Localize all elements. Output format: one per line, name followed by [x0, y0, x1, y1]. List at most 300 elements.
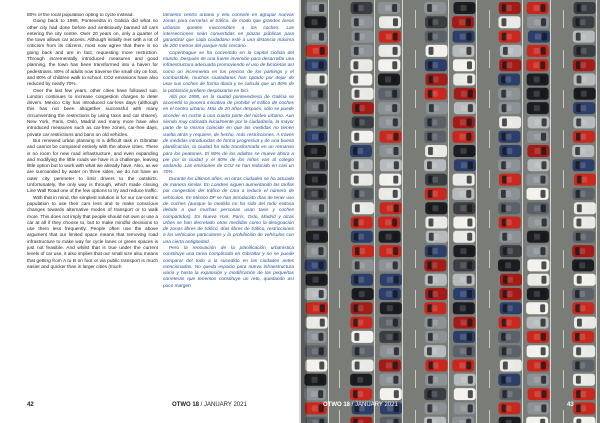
car-roof — [506, 34, 512, 40]
car-roof — [386, 148, 392, 154]
car-roof — [460, 291, 466, 297]
car-roof — [507, 305, 513, 311]
car-windshield — [319, 290, 324, 298]
car-roof — [581, 177, 587, 183]
body-paragraph-en: With that in mind, the simplest solution is for our car-centric population to use their cars less and to make conscious changes towards alternative modes of transport or to walk more. This does not imply that people should not own or use a car at all if they choose to, but to make mindful decisions to use them less frequently. People often use the above argument that our limited space means that removing road infrastructure to make way for cycle lanes or green spaces is just not feasible. And whilst that is true under the current levels of car use, it also implies that our small size also means that getting from A to B on foot or via public transport is much easier and quicker than in larger cities (much — [27, 195, 158, 270]
car-windshield — [541, 261, 546, 269]
car-roof — [386, 177, 392, 183]
car-windshield — [466, 190, 471, 198]
car-roof — [312, 62, 318, 68]
car-windshield — [393, 190, 398, 198]
aerial-car-park-photo — [301, 0, 600, 423]
parking-line — [476, 0, 477, 423]
car-roof — [579, 334, 585, 340]
car-roof — [386, 19, 392, 25]
car-roof — [534, 262, 540, 268]
car-windshield — [541, 133, 546, 141]
magazine-date: / JANUARY 2021 — [199, 402, 247, 408]
aisle-marking — [339, 90, 340, 108]
car-windshield — [466, 47, 471, 55]
car-roof — [460, 334, 466, 340]
car-windshield — [542, 118, 547, 126]
car-roof — [534, 91, 540, 97]
car-roof — [506, 62, 512, 68]
magazine-issue: OTWO 18 — [323, 402, 351, 408]
car-windshield — [542, 390, 547, 398]
car-windshield — [392, 104, 397, 112]
car-windshield — [320, 319, 325, 327]
car-roof — [359, 248, 365, 254]
car-windshield — [468, 90, 473, 98]
car-roof — [431, 305, 437, 311]
car-roof — [432, 19, 438, 25]
car-windshield — [320, 233, 325, 241]
car-windshield — [318, 190, 323, 198]
car-roof — [432, 220, 438, 226]
car-roof — [432, 277, 438, 283]
car-roof — [359, 119, 365, 125]
car-roof — [579, 291, 585, 297]
parking-line — [522, 0, 523, 423]
car-windshield — [467, 247, 472, 255]
car-windshield — [394, 276, 399, 284]
car-windshield — [320, 161, 325, 169]
car-roof — [357, 77, 363, 83]
aisle-marking — [563, 10, 564, 28]
car-roof — [534, 191, 540, 197]
car-roof — [534, 320, 540, 326]
aisle-marking — [489, 210, 490, 228]
car-windshield — [392, 61, 397, 69]
car-windshield — [319, 419, 324, 423]
car-roof — [581, 205, 587, 211]
car-windshield — [541, 333, 546, 341]
car-roof — [534, 405, 540, 411]
car-roof — [534, 291, 540, 297]
aisle-marking — [563, 90, 564, 108]
car-roof — [432, 377, 438, 383]
car-roof — [385, 105, 391, 111]
car-windshield — [468, 104, 473, 112]
car-roof — [312, 405, 318, 411]
car-roof — [580, 62, 586, 68]
car-windshield — [467, 176, 472, 184]
car-roof — [312, 363, 318, 369]
car-roof — [358, 48, 364, 54]
car-windshield — [467, 33, 472, 41]
car-roof — [461, 377, 467, 383]
car-roof — [387, 305, 393, 311]
aisle-marking — [415, 50, 416, 68]
car-windshield — [319, 4, 324, 12]
car-roof — [505, 262, 511, 268]
car-windshield — [467, 219, 472, 227]
car-windshield — [392, 76, 397, 84]
car-roof — [505, 377, 511, 383]
car-roof — [311, 248, 317, 254]
car-roof — [358, 191, 364, 197]
magazine-footer-left — [172, 402, 247, 408]
car-roof — [460, 305, 466, 311]
aisle-marking — [339, 330, 340, 348]
car-windshield — [394, 133, 399, 141]
car-roof — [579, 162, 585, 168]
car-roof — [507, 363, 513, 369]
body-paragraph-en: But renewed urban planning is a difficult task in Gibraltar and cannot be compared entirely with the above cities. There is no room for new road infrastructure, and even expanding and modifying the little roads we have is a challenge, leaving little option but to work with what we already have. Also, as we are surrounded by water on three sides, we do not have an outer city perimeter to limit drivers to the outskirts. Unfortunately, the only way is through, which made closing Line Wall Road one of the few options to try and reduce traffic. — [27, 138, 158, 195]
car-windshield — [319, 61, 324, 69]
aisle-marking — [563, 370, 564, 388]
car-windshield — [541, 376, 546, 384]
car-roof — [312, 205, 318, 211]
car-roof — [459, 363, 465, 369]
car-roof — [312, 348, 318, 354]
car-roof — [358, 177, 364, 183]
aisle-marking — [339, 210, 340, 228]
car-windshield — [467, 118, 472, 126]
car-roof — [579, 191, 585, 197]
car-roof — [460, 119, 466, 125]
body-paragraph-es: Allá por 1998, en la ciudad pontevedresa de Galicia se acometió la pionera iniciativa de prohibir el tráfico de coches en el centro urbano. Más de 20 años después, sólo se puede acceder en coche a una cuarta parte del núcleo urbano. Aun siendo muy criticada inicialmente por la ciudadanía, la mayor parte de la misma coincide en que las medidas no tienen vuelta atrás y requiere, de hecho, más restricciones. A través de medidas introducidas de forma progresiva y de una buena planificación, la ciudad ha sido transformada en un remanso para los peatones. El 80% de los adultos se mueve ahora a pie por la ciudad y el 80% de los niños van al colegio andando. Las emisiones de CO2 se han reducido en casi un 70%. — [163, 94, 294, 176]
car-roof — [432, 334, 438, 340]
car-roof — [534, 234, 540, 240]
car-roof — [506, 234, 512, 240]
car-roof — [311, 391, 317, 397]
car-roof — [386, 320, 392, 326]
car-roof — [313, 234, 319, 240]
car-roof — [534, 363, 540, 369]
car-roof — [431, 119, 437, 125]
car-roof — [505, 91, 511, 97]
car-windshield — [320, 76, 325, 84]
aisle-marking — [489, 370, 490, 388]
car-roof — [579, 363, 585, 369]
car-roof — [459, 134, 465, 140]
car-roof — [459, 191, 465, 197]
car-windshield — [392, 4, 397, 12]
car-roof — [534, 348, 540, 354]
car-roof — [460, 234, 466, 240]
car-windshield — [541, 204, 546, 212]
car-windshield — [318, 18, 323, 26]
car-roof — [460, 77, 466, 83]
parking-line — [448, 0, 449, 423]
car-roof — [357, 377, 363, 383]
aisle-marking — [415, 170, 416, 188]
car-roof — [506, 119, 512, 125]
aisle-marking — [563, 130, 564, 148]
car-roof — [461, 162, 467, 168]
car-roof — [579, 262, 585, 268]
aisle-marking — [489, 410, 490, 423]
car-windshield — [467, 276, 472, 284]
car-roof — [581, 91, 587, 97]
car-roof — [313, 305, 319, 311]
car-roof — [313, 162, 319, 168]
car-roof — [506, 391, 512, 397]
car-windshield — [318, 247, 323, 255]
car-roof — [431, 5, 437, 11]
spanish-column — [163, 13, 294, 397]
car-roof — [311, 191, 317, 197]
car-roof — [506, 220, 512, 226]
aisle-marking — [415, 370, 416, 388]
aisle-marking — [415, 90, 416, 108]
parking-line — [596, 0, 597, 423]
car-windshield — [318, 104, 323, 112]
car-windshield — [468, 161, 473, 169]
right-page — [301, 0, 600, 423]
car-roof — [580, 220, 586, 226]
aisle-marking — [563, 410, 564, 423]
car-roof — [580, 377, 586, 383]
car-roof — [385, 77, 391, 83]
car-roof — [581, 320, 587, 326]
car-windshield — [394, 161, 399, 169]
car-roof — [534, 377, 540, 383]
car-roof — [535, 220, 541, 226]
car-roof — [460, 5, 466, 11]
car-roof — [312, 220, 318, 226]
magazine-date: / JANUARY 2021 — [350, 402, 398, 408]
car-roof — [432, 205, 438, 211]
car-windshield — [319, 33, 324, 41]
car-roof — [385, 91, 391, 97]
car-roof — [579, 148, 585, 154]
car-windshield — [393, 362, 398, 370]
aisle-marking — [339, 410, 340, 423]
car-roof — [386, 191, 392, 197]
car-roof — [312, 177, 318, 183]
car-roof — [431, 405, 437, 411]
car-roof — [533, 62, 539, 68]
car-roof — [461, 105, 467, 111]
car-roof — [387, 205, 393, 211]
car-windshield — [467, 61, 472, 69]
car-roof — [507, 248, 513, 254]
car-roof — [460, 205, 466, 211]
car-roof — [433, 105, 439, 111]
car-windshield — [467, 347, 472, 355]
car-roof — [534, 162, 540, 168]
car-windshield — [394, 419, 399, 423]
car-windshield — [394, 347, 399, 355]
car-roof — [432, 77, 438, 83]
car-roof — [581, 277, 587, 283]
aisle-marking — [339, 130, 340, 148]
car-roof — [386, 262, 392, 268]
car-windshield — [467, 304, 472, 312]
car-roof — [357, 320, 363, 326]
car-windshield — [467, 290, 472, 298]
car-roof — [534, 5, 540, 11]
car-windshield — [393, 233, 398, 241]
car-roof — [534, 205, 540, 211]
car-windshield — [393, 261, 398, 269]
car-roof — [431, 134, 437, 140]
car-roof — [580, 48, 586, 54]
car-windshield — [540, 61, 545, 69]
car-roof — [580, 134, 586, 140]
aisle-marking — [339, 50, 340, 68]
car-windshield — [541, 233, 546, 241]
car-windshield — [541, 362, 546, 370]
car-windshield — [393, 147, 398, 155]
car-roof — [357, 62, 363, 68]
car-roof — [358, 234, 364, 240]
car-windshield — [541, 319, 546, 327]
car-roof — [507, 291, 513, 297]
car-windshield — [467, 204, 472, 212]
car-roof — [431, 162, 437, 168]
car-roof — [433, 234, 439, 240]
car-roof — [505, 205, 511, 211]
car-windshield — [320, 47, 325, 55]
car-roof — [533, 305, 539, 311]
car-roof — [432, 248, 438, 254]
car-roof — [506, 348, 512, 354]
car-roof — [311, 119, 317, 125]
car-roof — [432, 34, 438, 40]
car-roof — [535, 119, 541, 125]
car-roof — [460, 348, 466, 354]
aisle-marking — [563, 50, 564, 68]
car-windshield — [394, 304, 399, 312]
car-roof — [312, 34, 318, 40]
car-roof — [432, 91, 438, 97]
car-windshield — [466, 18, 471, 26]
car-roof — [386, 334, 392, 340]
car-roof — [311, 377, 317, 383]
car-roof — [506, 5, 512, 11]
body-paragraph-es: Pero la renovación de la planificación urbanística constituye una tarea complicada en Gibraltar y no se puede comparar del todo a la sucedido en las ciudades antes mencionadas. No queda espacio para nueva infraestructura viaria y hasta la expansión y modificación de las pequeñas carreteras que tenemos constituye un reto, quedando así poco margen — [163, 245, 294, 289]
car-roof — [505, 191, 511, 197]
car-windshield — [467, 261, 472, 269]
aisle-marking — [415, 250, 416, 268]
car-roof — [311, 91, 317, 97]
car-roof — [357, 148, 363, 154]
aisle-marking — [339, 170, 340, 188]
parking-line — [328, 0, 329, 423]
car-roof — [386, 34, 392, 40]
car-roof — [505, 334, 511, 340]
car-windshield — [319, 219, 324, 227]
car-roof — [313, 77, 319, 83]
car-roof — [581, 5, 587, 11]
car-roof — [311, 19, 317, 25]
car-roof — [459, 48, 465, 54]
car-windshield — [540, 419, 545, 423]
car-roof — [580, 391, 586, 397]
car-roof — [580, 34, 586, 40]
car-roof — [358, 220, 364, 226]
body-paragraph-en: Going back to 1998, Pontevedra in Galicia did what no other city had done before and ambitiously banned all cars entering the city centre. Over 20 years on, only a quarter of the town allows car access. Although initially met with a lot of criticism from its citizens, most now agree that there is no going back and are in fact, requesting more restriction. Through incrementally introduced measures and good planning, the town has been transformed into a haven for pedestrians. 80% of adults now traverse the small city on foot, and 80% of children walk to school. CO2 emissions have also reduced by nearly 70%. — [27, 19, 158, 88]
car-roof — [433, 48, 439, 54]
car-windshield — [393, 333, 398, 341]
car-roof — [460, 320, 466, 326]
car-roof — [506, 105, 512, 111]
car-windshield — [393, 33, 398, 41]
aisle-marking — [489, 10, 490, 28]
car-roof — [432, 148, 438, 154]
car-windshield — [541, 18, 546, 26]
car-roof — [386, 377, 392, 383]
aisle-marking — [489, 330, 490, 348]
car-roof — [311, 105, 317, 111]
car-roof — [580, 405, 586, 411]
car-roof — [358, 334, 364, 340]
car-windshield — [318, 118, 323, 126]
car-windshield — [541, 147, 546, 155]
car-roof — [432, 320, 438, 326]
car-roof — [385, 220, 391, 226]
car-windshield — [466, 133, 471, 141]
car-roof — [505, 77, 511, 83]
car-windshield — [393, 247, 398, 255]
car-windshield — [541, 190, 546, 198]
car-roof — [385, 62, 391, 68]
car-windshield — [541, 90, 546, 98]
car-windshield — [468, 390, 473, 398]
car-roof — [507, 277, 513, 283]
car-roof — [432, 62, 438, 68]
car-roof — [359, 348, 365, 354]
aisle-marking — [339, 10, 340, 28]
magazine-footer-right — [323, 402, 398, 408]
page-number-right: 43 — [567, 402, 574, 408]
car-roof — [580, 348, 586, 354]
parking-line — [374, 0, 375, 423]
car-windshield — [394, 204, 399, 212]
magazine-issue: OTWO 18 — [172, 402, 200, 408]
aisle-marking — [489, 50, 490, 68]
car-roof — [386, 248, 392, 254]
car-roof — [460, 177, 466, 183]
car-roof — [580, 105, 586, 111]
car-windshield — [541, 176, 546, 184]
aisle-marking — [489, 250, 490, 268]
car-windshield — [540, 247, 545, 255]
car-roof — [534, 134, 540, 140]
car-roof — [431, 391, 437, 397]
car-roof — [534, 19, 540, 25]
car-roof — [358, 162, 364, 168]
car-roof — [358, 5, 364, 11]
car-roof — [432, 177, 438, 183]
car-windshield — [541, 76, 546, 84]
car-windshield — [319, 347, 324, 355]
car-roof — [533, 248, 539, 254]
car-roof — [460, 277, 466, 283]
aisle-marking — [415, 10, 416, 28]
car-windshield — [319, 261, 324, 269]
aisle-marking — [339, 370, 340, 388]
car-roof — [432, 363, 438, 369]
car-roof — [387, 134, 393, 140]
car-roof — [461, 91, 467, 97]
car-roof — [505, 134, 511, 140]
car-roof — [432, 291, 438, 297]
car-roof — [506, 320, 512, 326]
car-roof — [460, 262, 466, 268]
aisle-marking — [415, 290, 416, 308]
car-roof — [534, 148, 540, 154]
car-roof — [359, 205, 365, 211]
car-roof — [359, 291, 365, 297]
car-windshield — [393, 319, 398, 327]
car-roof — [313, 48, 319, 54]
car-roof — [534, 48, 540, 54]
car-windshield — [320, 276, 325, 284]
